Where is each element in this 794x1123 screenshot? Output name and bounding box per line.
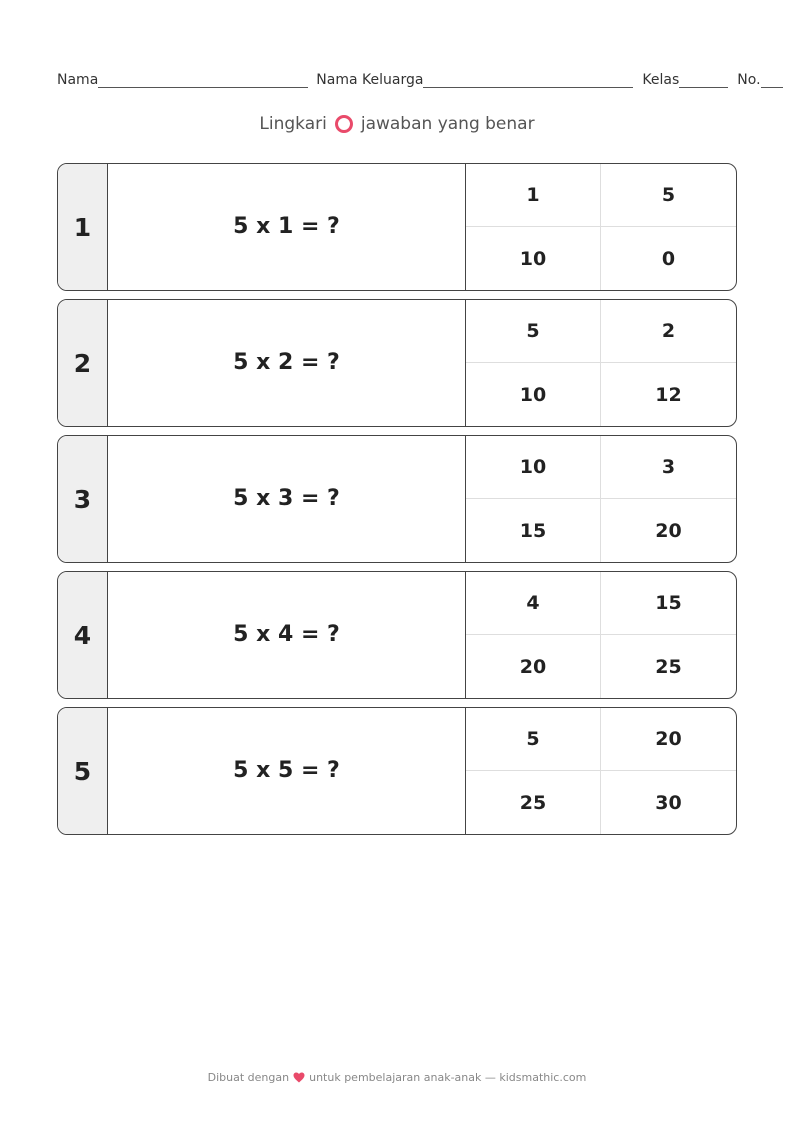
- answer-options: [466, 300, 736, 426]
- family-name-field[interactable]: [316, 72, 642, 88]
- answer-option[interactable]: 15: [601, 572, 736, 635]
- question-number: 3: [58, 436, 108, 562]
- answer-option[interactable]: 12: [655, 383, 682, 406]
- heart-icon: [293, 1072, 305, 1083]
- answer-option[interactable]: 30: [655, 791, 682, 814]
- answer-options: [466, 436, 736, 562]
- instruction: [0, 114, 794, 134]
- answer-option[interactable]: 15: [466, 499, 601, 562]
- footer-text-before: Dibuat dengan: [207, 1071, 290, 1084]
- question-card: [57, 163, 737, 291]
- answer-option[interactable]: 2: [601, 300, 736, 363]
- question-equation: 5 x 1 = ?: [108, 164, 466, 290]
- question-number: 4: [58, 572, 108, 698]
- footer-text-after: untuk pembelajaran anak-anak — kidsmathic.com: [309, 1071, 587, 1084]
- circle-icon: [335, 115, 353, 133]
- family-name-label: Nama Keluarga: [316, 72, 424, 88]
- answer-option[interactable]: 20: [655, 519, 682, 542]
- class-field[interactable]: [642, 72, 737, 88]
- answer-option[interactable]: 1: [466, 164, 601, 227]
- question-card: [57, 299, 737, 427]
- class-label: Kelas: [642, 72, 680, 88]
- answer-options: [466, 708, 736, 834]
- number-line[interactable]: [761, 74, 783, 88]
- footer: [0, 1071, 794, 1084]
- question-equation: 5 x 2 = ?: [108, 300, 466, 426]
- answer-option[interactable]: 25: [466, 771, 601, 834]
- answer-option[interactable]: 10: [466, 436, 601, 499]
- question-number: 1: [58, 164, 108, 290]
- answer-option[interactable]: 5: [466, 300, 601, 363]
- number-label: No.: [737, 72, 761, 88]
- question-number: 2: [58, 300, 108, 426]
- question-equation: 5 x 5 = ?: [108, 708, 466, 834]
- answer-option[interactable]: 4: [466, 572, 601, 635]
- class-line[interactable]: [679, 74, 728, 88]
- name-line[interactable]: [98, 74, 308, 88]
- name-field[interactable]: [57, 72, 316, 88]
- answer-option[interactable]: 10: [466, 363, 601, 426]
- answer-option[interactable]: 0: [661, 247, 676, 270]
- student-info-header: [57, 68, 794, 88]
- answer-option[interactable]: 25: [655, 655, 682, 678]
- answer-option[interactable]: 20: [601, 708, 736, 771]
- answer-option[interactable]: 10: [466, 227, 601, 290]
- question-card: [57, 435, 737, 563]
- instruction-text-before: Lingkari: [259, 114, 327, 134]
- question-equation: 5 x 3 = ?: [108, 436, 466, 562]
- instruction-text-after: jawaban yang benar: [360, 114, 535, 134]
- answer-option[interactable]: 5: [601, 164, 736, 227]
- answer-option[interactable]: 5: [466, 708, 601, 771]
- question-card: [57, 571, 737, 699]
- answer-options: [466, 164, 736, 290]
- question-equation: 5 x 4 = ?: [108, 572, 466, 698]
- number-field[interactable]: [737, 72, 782, 88]
- question-card: [57, 707, 737, 835]
- name-label: Nama: [57, 72, 99, 88]
- answer-options: [466, 572, 736, 698]
- question-number: 5: [58, 708, 108, 834]
- answer-option[interactable]: 3: [601, 436, 736, 499]
- answer-option[interactable]: 20: [466, 635, 601, 698]
- family-name-line[interactable]: [423, 74, 633, 88]
